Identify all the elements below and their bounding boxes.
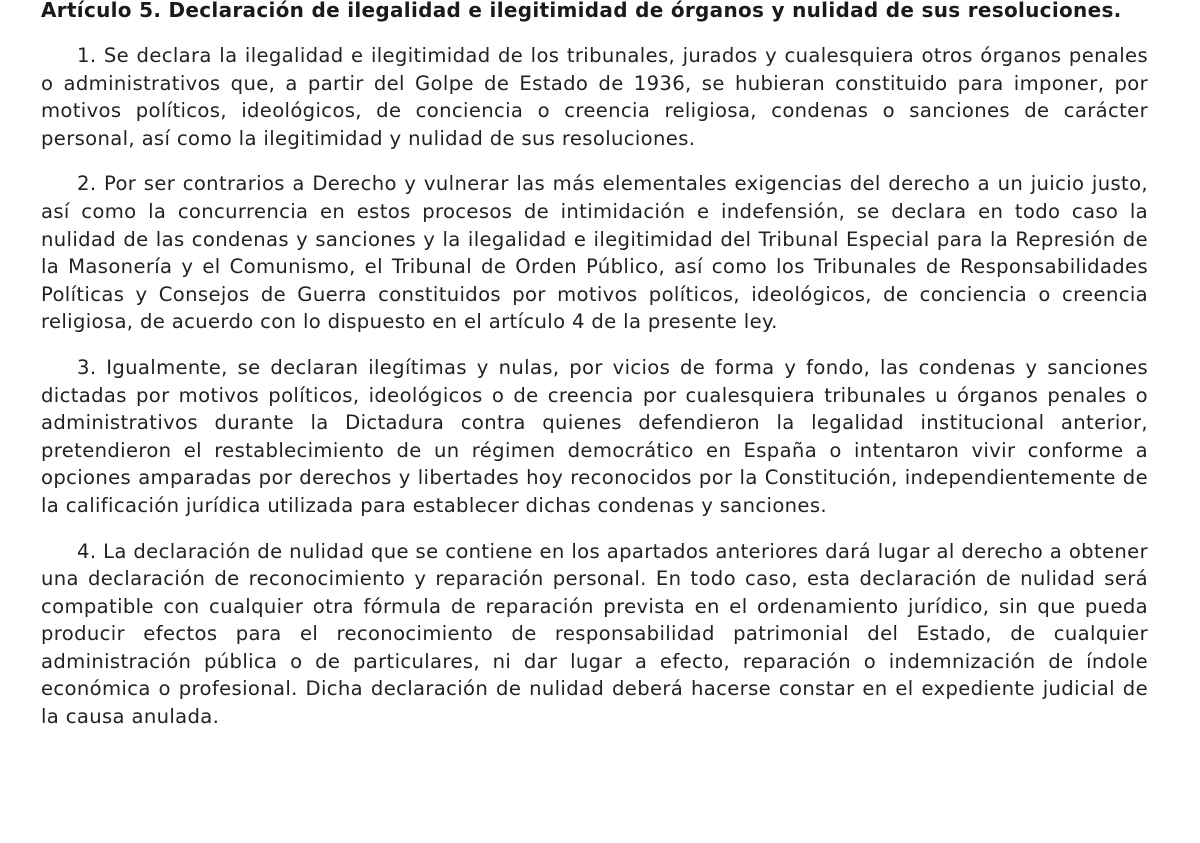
paragraph-4: 4. La declaración de nulidad que se contiene en los apartados anteriores dará lugar al derecho a obtener una declaración de reconocimiento y reparación personal. En todo caso, esta declaración de nulidad será compatible con cualquier otra fórmula de reparación prevista en el ordenamiento jurídico, sin que pueda producir efectos para el reconocimiento de responsabilidad patrimonial del Estado, de cualquier administración pública o de particulares, ni dar lugar a efecto, reparación o indemnización de índole económica o profesional. Dicha declaración de nulidad deberá hacerse constar en el expediente judicial de la causa anulada. xyxy=(41,539,1148,729)
paragraph-3: 3. Igualmente, se declaran ilegítimas y nulas, por vicios de forma y fondo, las condenas y sanciones dictadas por motivos políticos, ideológicos o de creencia por cualesquiera tribunales u órganos penales o administrativos durante la Dictadura contra quienes defendieron la legalidad institucional anterior, pretendieron el restablecimiento de un régimen democrático en España o intentaron vivir conforme a opciones amparadas por derechos y libertades hoy reconocidos por la Constitución, independientemente de la calificación jurídica utilizada para establecer dichas condenas y sanciones. xyxy=(41,355,1148,517)
paragraph-1: 1. Se declara la ilegalidad e ilegitimidad de los tribunales, jurados y cualesquiera otros órganos penales o administrativos que, a partir del Golpe de Estado de 1936, se hubieran constituido para imponer, por motivos políticos, ideológicos, de conciencia o creencia religiosa, condenas o sanciones de carácter personal, así como la ilegitimidad y nulidad de sus resoluciones. xyxy=(41,44,1148,150)
article-title: Artículo 5. Declaración de ilegalidad e ilegitimidad de órganos y nulidad de sus resoluciones. xyxy=(41,0,1122,22)
paragraph-2: 2. Por ser contrarios a Derecho y vulnerar las más elementales exigencias del derecho a un juicio justo, así como la concurrencia en estos procesos de intimidación e indefensión, se declara en todo caso la nulidad de las condenas y sanciones y la ilegalidad e ilegitimidad del Tribunal Especial para la Represión de la Masonería y el Comunismo, el Tribunal de Orden Público, así como los Tribunales de Responsabilidades Políticas y Consejos de Guerra constituidos por motivos políticos, ideológicos, de conciencia o creencia religiosa, de acuerdo con lo dispuesto en el artículo 4 de la presente ley. xyxy=(41,172,1148,334)
